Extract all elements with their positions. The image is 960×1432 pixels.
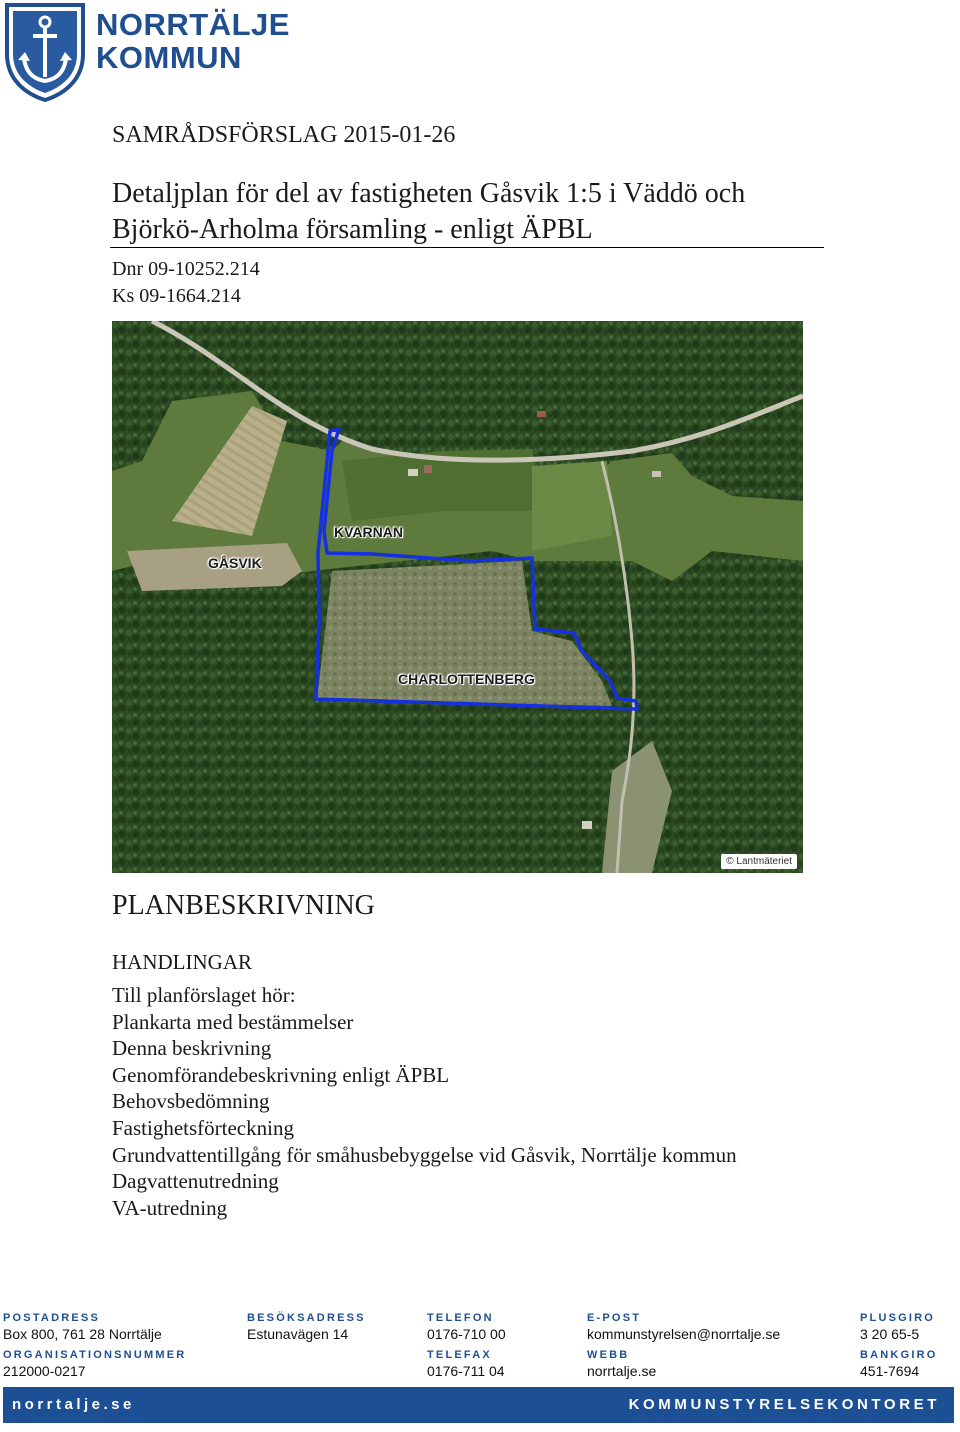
orgnr-label: ORGANISATIONSNUMMER — [3, 1349, 187, 1361]
reference-numbers — [112, 256, 260, 310]
postadress-label: POSTADRESS — [3, 1312, 100, 1324]
telefon-label: TELEFON — [427, 1312, 494, 1324]
epost-link[interactable]: kommunstyrelsen@norrtalje.se — [587, 1326, 781, 1342]
map-label-kvarnan: KVARNAN — [334, 524, 403, 540]
telefax-value: 0176-711 04 — [427, 1363, 505, 1379]
map-label-gasvik: GÅSVIK — [208, 555, 262, 571]
plusgiro-label: PLUSGIRO — [860, 1312, 936, 1324]
telefon-value: 0176-710 00 — [427, 1326, 506, 1342]
section-title: PLANBESKRIVNING — [112, 890, 375, 921]
list-item: VA-utredning — [112, 1195, 228, 1220]
webb-link[interactable]: norrtalje.se — [587, 1363, 657, 1379]
list-item: Plankarta med bestämmelser — [112, 1009, 354, 1034]
map-label-charlottenberg: CHARLOTTENBERG — [398, 671, 535, 687]
logo-wordmark — [96, 8, 290, 74]
list-item: Genomförandebeskrivning enligt ÄPBL — [112, 1062, 450, 1087]
list-item: Behovsbedömning — [112, 1089, 270, 1114]
bankgiro-label: BANKGIRO — [860, 1349, 938, 1361]
aerial-map-graphic — [112, 321, 803, 873]
title-divider — [110, 247, 824, 248]
bankgiro-value: 451-7694 — [860, 1363, 920, 1379]
telefax-label: TELEFAX — [427, 1349, 492, 1361]
plusgiro-value: 3 20 65-5 — [860, 1326, 920, 1342]
postadress-value: Box 800, 761 28 Norrtälje — [3, 1326, 162, 1342]
dnr-number: Dnr 09-10252.214 — [112, 258, 260, 280]
aerial-map — [112, 321, 803, 873]
list-item: Grundvattentillgång för småhusbebyggelse vid Gåsvik, Norrtälje kommun — [112, 1142, 737, 1167]
ks-number: Ks 09-1664.214 — [112, 285, 241, 307]
map-copyright: © Lantmäteriet — [721, 854, 797, 869]
title-line-1: Detaljplan för del av fastigheten Gåsvik 1:5 i Väddö och — [112, 178, 746, 209]
besoksadress-label: BESÖKSADRESS — [247, 1312, 366, 1324]
list-item: Fastighetsförteckning — [112, 1115, 294, 1140]
title-line-2: Björkö-Arholma församling - enligt ÄPBL — [112, 214, 593, 245]
list-item: Denna beskrivning — [112, 1036, 272, 1061]
document-list — [112, 982, 737, 1221]
besoksadress-value: Estunavägen 14 — [247, 1326, 349, 1342]
logo-line-1: NORRTÄLJE — [96, 7, 290, 42]
section-subtitle: HANDLINGAR — [112, 950, 252, 974]
list-item: Till planförslaget hör: — [112, 983, 296, 1007]
consultation-label: SAMRÅDSFÖRSLAG 2015-01-26 — [112, 122, 456, 148]
anchor-shield-icon — [4, 2, 86, 102]
footer-office-name: KOMMUNSTYRELSEKONTORET — [628, 1396, 940, 1413]
orgnr-value: 212000-0217 — [3, 1363, 86, 1379]
webb-label: WEBB — [587, 1349, 630, 1361]
document-title — [112, 176, 832, 248]
epost-label: E-POST — [587, 1312, 642, 1324]
logo-line-2: KOMMUN — [96, 40, 242, 75]
footer-website-link[interactable]: norrtalje.se — [12, 1396, 135, 1413]
list-item: Dagvattenutredning — [112, 1169, 279, 1194]
